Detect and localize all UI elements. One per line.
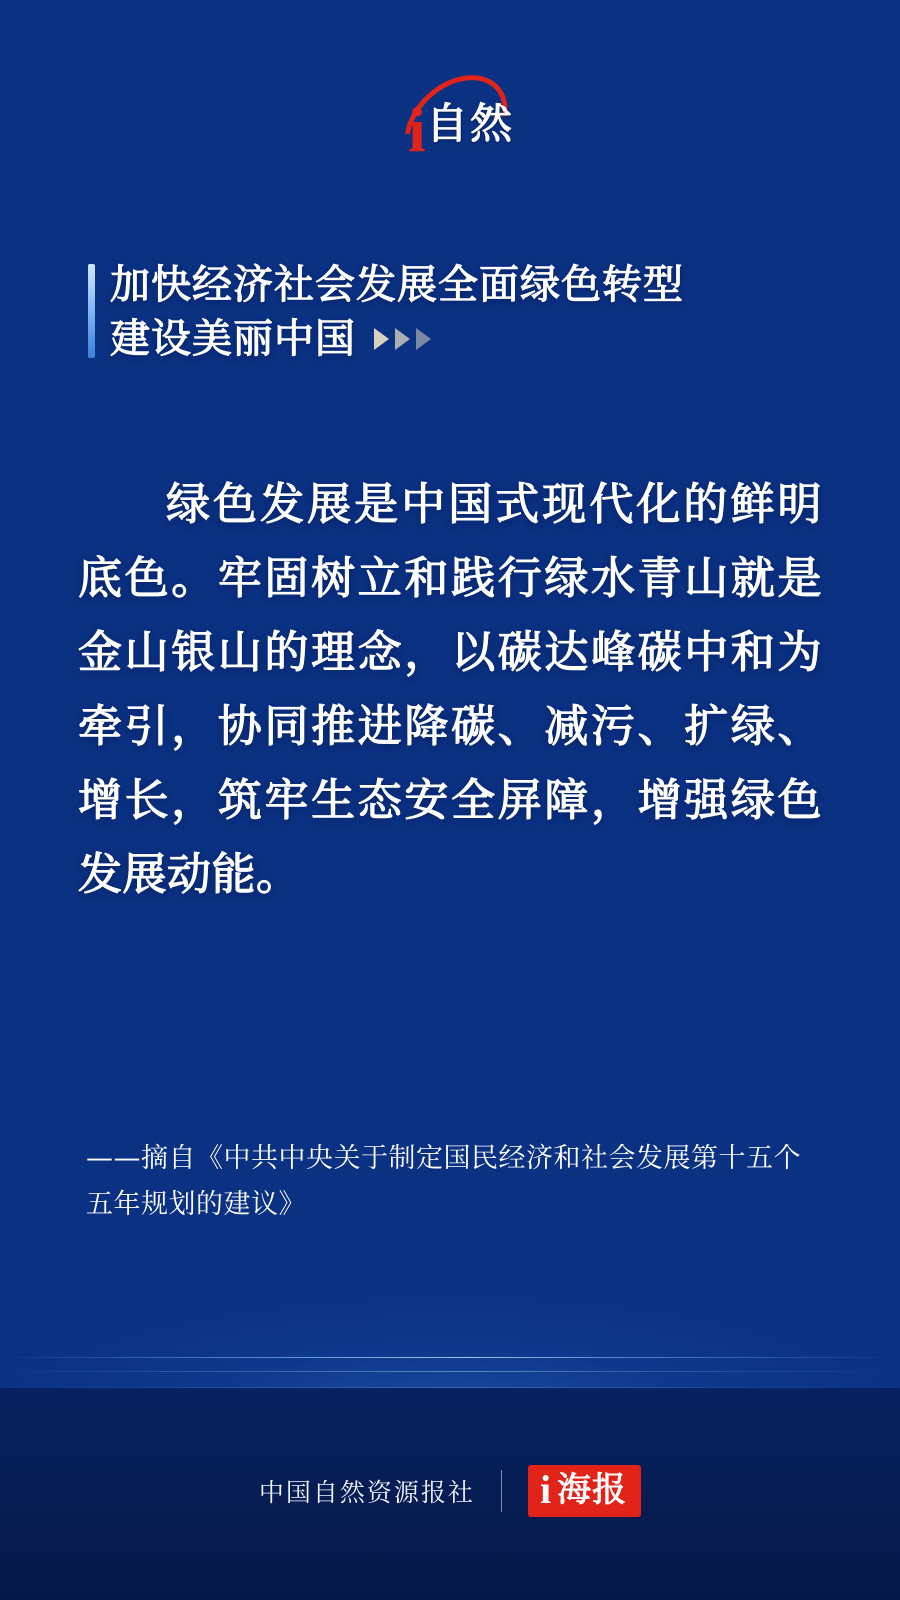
quote-body: 绿色发展是中国式现代化的鲜明底色。牢固树立和践行绿水青山就是金山银山的理念，以碳达峰碳中和为牵引，协同推进降碳、减污、扩绿、增长，筑牢生态安全屏障，增强绿色发展动能。 bbox=[78, 479, 822, 900]
triple-chevron-right-icon bbox=[374, 328, 431, 350]
headline-line-2-row bbox=[110, 312, 830, 366]
headline bbox=[88, 258, 830, 366]
logo-text: 自然 bbox=[426, 100, 515, 147]
footer bbox=[0, 1460, 900, 1522]
horizon-line-1 bbox=[0, 1357, 900, 1358]
footer-organization: 中国自然资源报社 bbox=[258, 1478, 475, 1507]
ihaibao-badge bbox=[528, 1465, 641, 1517]
headline-line-1: 加快经济社会发展全面绿色转型 bbox=[110, 261, 684, 308]
horizon-line-2 bbox=[0, 1371, 900, 1372]
badge-i-icon: i bbox=[539, 1467, 552, 1512]
footer-divider bbox=[501, 1470, 502, 1512]
source-attribution: ——摘自《中共中央关于制定国民经济和社会发展第十五个五年规划的建议》 bbox=[86, 1143, 801, 1220]
brand-logo bbox=[0, 72, 900, 182]
headline-line-2: 建设美丽中国 bbox=[110, 315, 356, 362]
badge-label: 海报 bbox=[557, 1470, 628, 1510]
logo-i-icon: i bbox=[408, 94, 426, 165]
